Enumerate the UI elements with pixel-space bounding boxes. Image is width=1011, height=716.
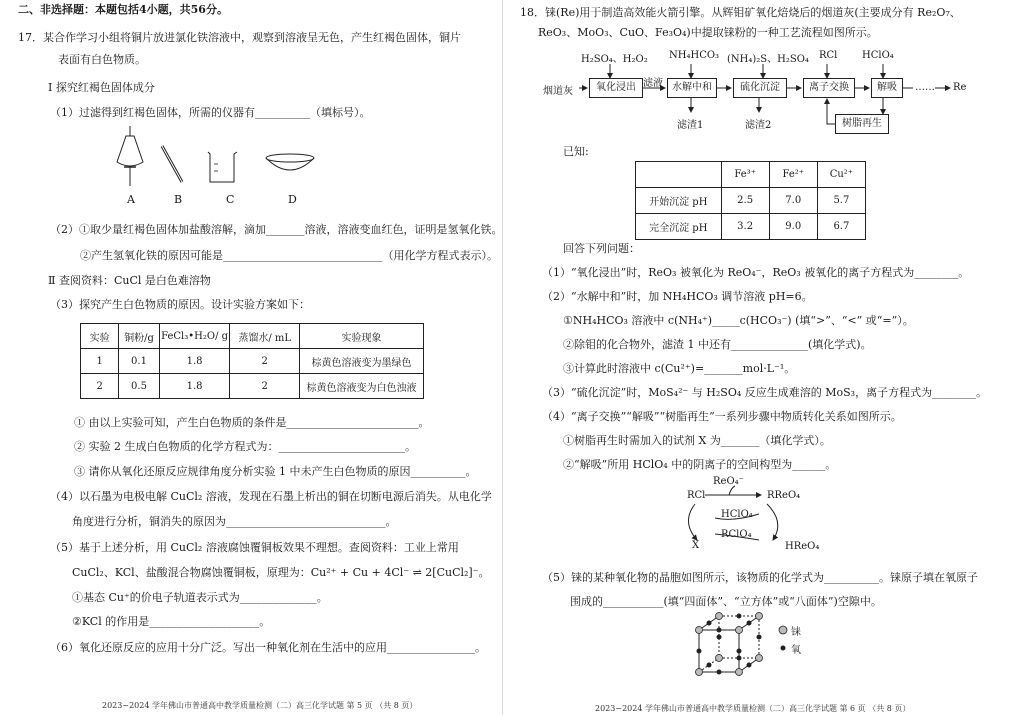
glass-rod-icon — [162, 146, 182, 182]
q18-sub2a: ①NH₄HCO₃ 溶液中 c(NH₄⁺)_____c(HCO₃⁻) (填“>”、“<” 或“=”）。 — [563, 314, 914, 327]
q18-sub4b: ②“解吸”所用 HClO₄ 中的阴离子的空间构型为______。 — [563, 458, 837, 471]
table-cell: 1 — [81, 349, 119, 374]
q17-sub3b: ② 实验 2 生成白色物质的化学方程式为：_______________________。 — [74, 440, 416, 453]
rhenium-legend-icon — [779, 626, 787, 634]
legend-rhenium: 铼 — [791, 627, 801, 638]
table-cell: 2 — [230, 349, 300, 374]
flow-end-label: Re — [953, 82, 967, 93]
q18-intro-line2: ReO₃、MoO₃、CuO、Fe₃O₄)中提取铼粉的一种工艺流程如图所示。 — [538, 26, 878, 39]
table-header-cell: 铜粉/g — [119, 324, 159, 349]
q17-part2-title: Ⅱ 查阅资料：CuCl 是白色难溶物 — [48, 274, 211, 287]
oxygen-legend-icon — [781, 646, 786, 651]
cycle-hclo4-label: HClO₄ — [721, 509, 753, 520]
flow-residue-2: 滤渣2 — [745, 120, 772, 131]
table-cell: 完全沉淀 pH — [636, 214, 722, 240]
q18-sub4: （4）“离子交换”“解吸”“树脂再生”一系列步骤中物质转化关系如图所示。 — [542, 410, 902, 423]
table-cell: 1.8 — [159, 349, 230, 374]
apparatus-label-b: B — [174, 193, 183, 206]
table-cell: 9.0 — [769, 214, 817, 240]
cycle-reo4-label: ReO₄⁻ — [713, 476, 744, 487]
q17-sub3c: ③ 请你从氧化还原反应规律角度分析实验 1 中未产生白色物质的原因__________。 — [74, 465, 477, 478]
apparatus-label-d: D — [288, 193, 297, 206]
table-row — [81, 374, 424, 399]
apparatus-label-c: C — [226, 193, 235, 206]
cycle-x-label: X — [692, 540, 700, 551]
table-header-cell: Fe²⁺ — [769, 162, 817, 188]
table-header-cell: Cu²⁺ — [817, 162, 865, 188]
flow-step-sulfide: 硫化沉淀 — [733, 78, 787, 98]
table-cell: 棕黄色溶液变为白色浊液 — [299, 374, 423, 399]
flow-residue-1: 滤渣1 — [677, 120, 704, 131]
q18-sub2c: ③计算此时溶液中 c(Cu²⁺)=_______mol·L⁻¹。 — [563, 362, 796, 375]
cycle-rreo4-label: RReO₄ — [767, 490, 801, 501]
experiment-table — [80, 323, 424, 399]
flow-step-desorption: 解吸 — [871, 78, 903, 98]
table-row — [81, 349, 424, 374]
table-row — [636, 188, 866, 214]
q17-intro-line2: 表面有白色物质。 — [58, 53, 146, 66]
flow-filtrate-label: 滤液 — [643, 78, 663, 89]
q18-sub5-line2: 围成的___________(填“四面体”、“立方体”或“八面体”)空隙中。 — [570, 595, 882, 608]
lab-apparatus-figure — [110, 126, 340, 206]
flow-step-hydrolysis: 水解中和 — [667, 78, 717, 98]
flow-reagent-5: HClO₄ — [862, 50, 894, 61]
q18-intro-line1: 18．铼(Re)用于制造高效能火箭引擎。从辉钼矿氧化焙烧后的烟道灰(主要成分有 Re₂O₇、 — [520, 6, 961, 19]
q17-sub2b: ②产生氢氧化铁的原因可能是_____________________________（用化学方程式表示）。 — [80, 249, 498, 262]
legend-oxygen: 氧 — [791, 645, 801, 656]
q18-sub2: （2）“水解中和”时，加 NH₄HCO₃ 调节溶液 pH=6。 — [542, 290, 813, 303]
ph-table — [635, 161, 866, 240]
flow-reagent-2: NH₄HCO₃ — [669, 50, 720, 61]
q17-sub5b: ②KCl 的作用是____________________。 — [72, 615, 271, 628]
q17-part1-title: Ⅰ 探究红褐色固体成分 — [48, 81, 155, 94]
table-cell: 0.5 — [119, 374, 159, 399]
q17-sub3: （3）探究产生白色物质的原因。设计实验方案如下： — [50, 298, 310, 311]
table-row — [636, 214, 866, 240]
apparatus-label-a: A — [127, 193, 135, 206]
q17-sub5a: ①基态 Cu⁺的价电子轨道表示式为______________。 — [72, 591, 328, 604]
table-cell: 开始沉淀 pH — [636, 188, 722, 214]
table-header-row — [636, 162, 866, 188]
q18-sub1: （1）“氧化浸出”时，ReO₃ 被氧化为 ReO₄⁻，ReO₃ 被氧化的离子方程式为________。 — [542, 266, 970, 279]
flow-start-label: 烟道灰 — [543, 86, 573, 97]
table-header-row — [81, 324, 424, 349]
table-cell: 2.5 — [721, 188, 769, 214]
q17-sub2a: （2）①取少量红褐色固体加盐酸溶解，滴加_______溶液，溶液变血红色，证明是氢氧化铁。 — [50, 223, 503, 236]
table-cell: 0.1 — [119, 349, 159, 374]
answer-prompt: 回答下列问题： — [563, 242, 640, 255]
page-divider — [502, 0, 503, 715]
page-footer-right: 2023~2024 学年佛山市普通高中教学质量检测（二）高三化学试题 第 6 页 （共 8 页） — [595, 704, 911, 713]
table-header-cell: 蒸馏水/ mL — [230, 324, 300, 349]
q17-sub5-line1: （5）基于上述分析，用 CuCl₂ 溶液腐蚀覆铜板效果不理想。查阅资料：工业上常用 — [50, 541, 459, 554]
table-header-cell — [636, 162, 722, 188]
flow-reagent-4: RCl — [819, 50, 838, 61]
table-cell: 1.8 — [159, 374, 230, 399]
flow-reagent-1: H₂SO₄、H₂O₂ — [581, 54, 648, 65]
flow-step-oxidative-leach: 氧化浸出 — [589, 78, 643, 98]
q17-sub1: （1）过滤得到红褐色固体，所需的仪器有__________（填标号）。 — [50, 106, 371, 119]
flow-step-ion-exchange: 离子交换 — [803, 78, 855, 98]
left-page — [0, 0, 503, 715]
q17-intro-line1: 17．某合作学习小组将铜片放进氯化铁溶液中，观察到溶液呈无色，产生红褐色固体，铜片 — [18, 31, 461, 44]
table-header-cell: FeCl₃•H₂O/ g — [159, 324, 230, 349]
flow-ellipsis: …… — [915, 82, 935, 93]
q17-sub5-line2: CuCl₂、KCl、盐酸混合物腐蚀覆铜板，原理为：Cu²⁺ + Cu + 4Cl⁻ ⇌ 2[CuCl₂]⁻。 — [72, 566, 490, 579]
section-title: 二、非选择题：本题包括4小题，共56分。 — [18, 3, 228, 16]
page-footer-left: 2023~2024 学年佛山市普通高中教学质量检测（二）高三化学试题 第 5 页 （共 8 页） — [102, 701, 418, 710]
q17-sub4-line1: （4）以石墨为电极电解 CuCl₂ 溶液，发现在石墨上析出的铜在切断电源后消失。从电化学 — [50, 490, 492, 503]
q17-sub4-line2: 角度进行分析，铜消失的原因为_____________________________。 — [72, 515, 397, 528]
beaker-icon — [208, 152, 237, 182]
evaporating-dish-icon — [266, 154, 314, 170]
flow-reagent-3: (NH₄)₂S、H₂SO₄ — [727, 54, 809, 65]
q17-sub3a: ① 由以上实验可知，产生白色物质的条件是________________________。 — [74, 416, 430, 429]
table-cell: 2 — [81, 374, 119, 399]
table-cell: 5.7 — [817, 188, 865, 214]
right-page — [505, 0, 1011, 715]
table-cell: 棕黄色溶液变为墨绿色 — [299, 349, 423, 374]
table-header-cell: 实验 — [81, 324, 119, 349]
table-header-cell: Fe³⁺ — [721, 162, 769, 188]
table-header-cell: 实验现象 — [299, 324, 423, 349]
flow-step-resin-regen: 树脂再生 — [835, 114, 889, 134]
cycle-rclo4-label: RClO₄ — [721, 529, 752, 540]
cycle-rcl-label: RCl — [687, 490, 706, 501]
unit-cell-figure — [691, 612, 831, 680]
table-cell: 3.2 — [721, 214, 769, 240]
q18-sub4a: ①树脂再生时需加入的试剂 X 为_______（填化学式）。 — [563, 434, 831, 447]
q18-sub5-line1: （5）铼的某种氧化物的晶胞如图所示，该物质的化学式为__________。铼原子填在氧原子 — [542, 571, 978, 584]
cycle-hreo4-label: HReO₄ — [785, 541, 820, 552]
q18-sub3: （3）“硫化沉淀”时，MoS₄²⁻ 与 H₂SO₄ 反应生成难溶的 MoS₃，离子方程式为________。 — [542, 386, 988, 399]
q17-sub6: （6）氧化还原反应的应用十分广泛。写出一种氧化剂在生活中的应用________________。 — [50, 641, 486, 654]
table-cell: 2 — [230, 374, 300, 399]
known-label: 已知: — [563, 145, 589, 158]
table-cell: 6.7 — [817, 214, 865, 240]
separatory-funnel-icon — [117, 126, 143, 186]
q18-sub2b: ②除钼的化合物外，滤渣 1 中还有______________(填化学式)。 — [563, 338, 872, 351]
table-cell: 7.0 — [769, 188, 817, 214]
